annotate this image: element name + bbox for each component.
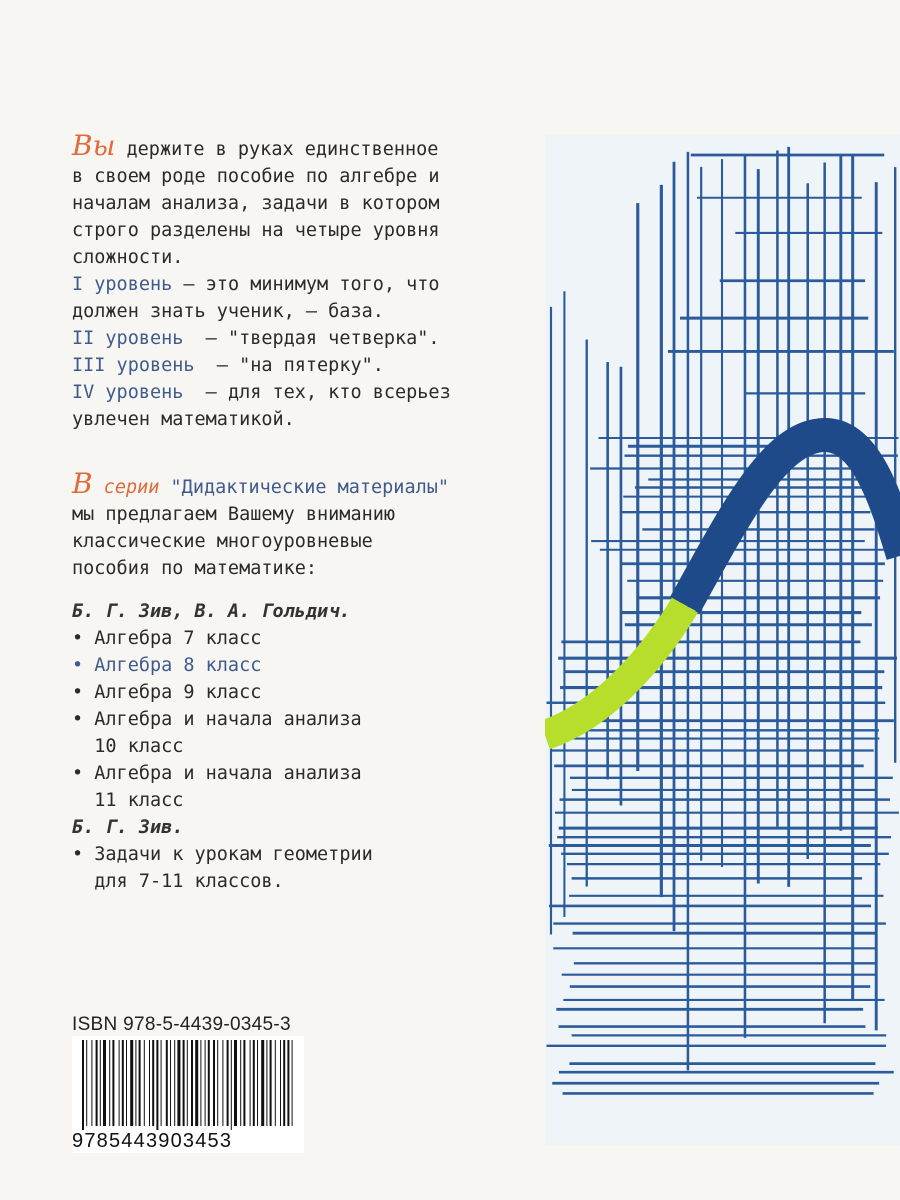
cover-graphic	[545, 135, 900, 1145]
barcode-bar	[195, 1040, 198, 1126]
barcode-bar	[266, 1040, 267, 1126]
barcode-bar	[240, 1040, 241, 1126]
book-item: • Алгебра и начала анализа	[72, 709, 362, 730]
sine-curve	[685, 435, 900, 605]
intro-line-2: в своем роде пособие по алгебре и	[72, 166, 440, 187]
barcode-bar	[119, 1040, 120, 1126]
barcode-bar	[253, 1040, 255, 1126]
intro-paragraph	[72, 129, 451, 433]
barcode-bar	[187, 1040, 188, 1126]
barcode-bar	[174, 1040, 175, 1126]
barcode-bar	[96, 1040, 98, 1126]
book-item-cont: для 7-11 классов.	[94, 871, 284, 892]
barcode-bar	[287, 1040, 289, 1126]
barcode-bar	[135, 1040, 136, 1126]
level-4-cont: увлечен математикой.	[72, 409, 295, 430]
level-4: IV уровень — для тех, кто всерьез	[72, 382, 451, 403]
book-item: • Алгебра 8 класс	[72, 655, 262, 676]
book-item-cont: 11 класс	[94, 790, 184, 811]
isbn-label: ISBN 978-5-4439-0345-3	[72, 1014, 291, 1035]
barcode-bar	[183, 1040, 185, 1126]
book-item: • Алгебра и начала анализа	[72, 763, 362, 784]
barcode-digits: 9785443903453	[72, 1130, 304, 1153]
series-lead-letter: В	[72, 467, 93, 500]
series-line-3: классические многоуровневые	[72, 531, 373, 552]
series-line-1: В серии "Дидактические материалы"	[72, 467, 449, 500]
intro-lead-letters: Вы	[72, 129, 116, 162]
level-1-cont: должен знать ученик, — база.	[72, 301, 384, 322]
barcode-bar	[222, 1040, 223, 1126]
level-1: I уровень — это минимум того, что	[72, 274, 440, 295]
sine-curve	[545, 605, 685, 735]
barcode-bar	[170, 1040, 171, 1126]
barcode-bar	[91, 1040, 92, 1126]
series-line-4: пособия по математике:	[72, 558, 318, 579]
barcode-bar	[144, 1040, 145, 1126]
barcode-bar	[109, 1040, 110, 1126]
barcode-bar	[112, 1040, 114, 1126]
grid-curve-illustration	[545, 135, 900, 1145]
barcode-bar	[280, 1040, 281, 1126]
barcode-bar	[100, 1040, 101, 1126]
barcode-bar	[227, 1040, 229, 1126]
barcode-bar	[205, 1040, 206, 1126]
barcode-bar	[122, 1040, 124, 1126]
barcode-bar	[191, 1040, 193, 1126]
barcode-bar	[250, 1040, 251, 1126]
barcode-bar	[130, 1040, 133, 1126]
book-item-cont: 10 класс	[94, 736, 184, 757]
barcode-bar	[283, 1040, 285, 1126]
barcode-bar	[275, 1040, 276, 1126]
barcode-bar	[217, 1040, 218, 1126]
barcode-bar	[270, 1040, 272, 1126]
barcode-bar	[243, 1040, 245, 1126]
barcode-bar	[213, 1040, 215, 1126]
barcode-bar	[152, 1040, 154, 1126]
barcode-bar	[261, 1040, 264, 1126]
book-item: • Алгебра 9 класс	[72, 682, 262, 703]
barcode-bar	[161, 1040, 162, 1126]
barcode-bar	[234, 1040, 237, 1126]
intro-line-1: Вы держите в руках единственное	[72, 129, 439, 162]
series-paragraph	[72, 467, 449, 582]
barcode-bar	[292, 1040, 293, 1126]
barcode-bar	[208, 1040, 210, 1126]
barcode-bar	[156, 1040, 158, 1132]
intro-line-4: строго разделены на четыре уровня	[72, 220, 440, 241]
intro-line-3: началам анализа, задачи в котором	[72, 193, 440, 214]
book-item: • Задачи к урокам геометрии	[72, 844, 373, 865]
barcode-bar	[103, 1040, 106, 1126]
series-line-2: мы предлагаем Вашему вниманию	[72, 504, 396, 525]
barcode-bar	[126, 1040, 127, 1126]
barcode-bar	[257, 1040, 258, 1126]
authors-1: Б. Г. Зив, В. А. Гольдич.	[72, 601, 351, 622]
barcode-bar	[231, 1040, 232, 1132]
barcode-bar	[149, 1040, 150, 1126]
barcode-bar	[86, 1040, 87, 1126]
books-list	[72, 598, 373, 895]
barcode-bar	[166, 1040, 168, 1126]
barcode-bars	[72, 1036, 304, 1132]
intro-line-5: сложности.	[72, 247, 184, 268]
barcode-bar	[139, 1040, 141, 1126]
barcode-bar	[200, 1040, 201, 1126]
level-3: III уровень — "на пятерку".	[72, 355, 384, 376]
level-2: II уровень — "твердая четверка".	[72, 328, 440, 349]
barcode-bar	[177, 1040, 180, 1126]
authors-2: Б. Г. Зив.	[72, 817, 184, 838]
barcode-bar	[82, 1040, 84, 1132]
book-item: • Алгебра 7 класс	[72, 628, 262, 649]
